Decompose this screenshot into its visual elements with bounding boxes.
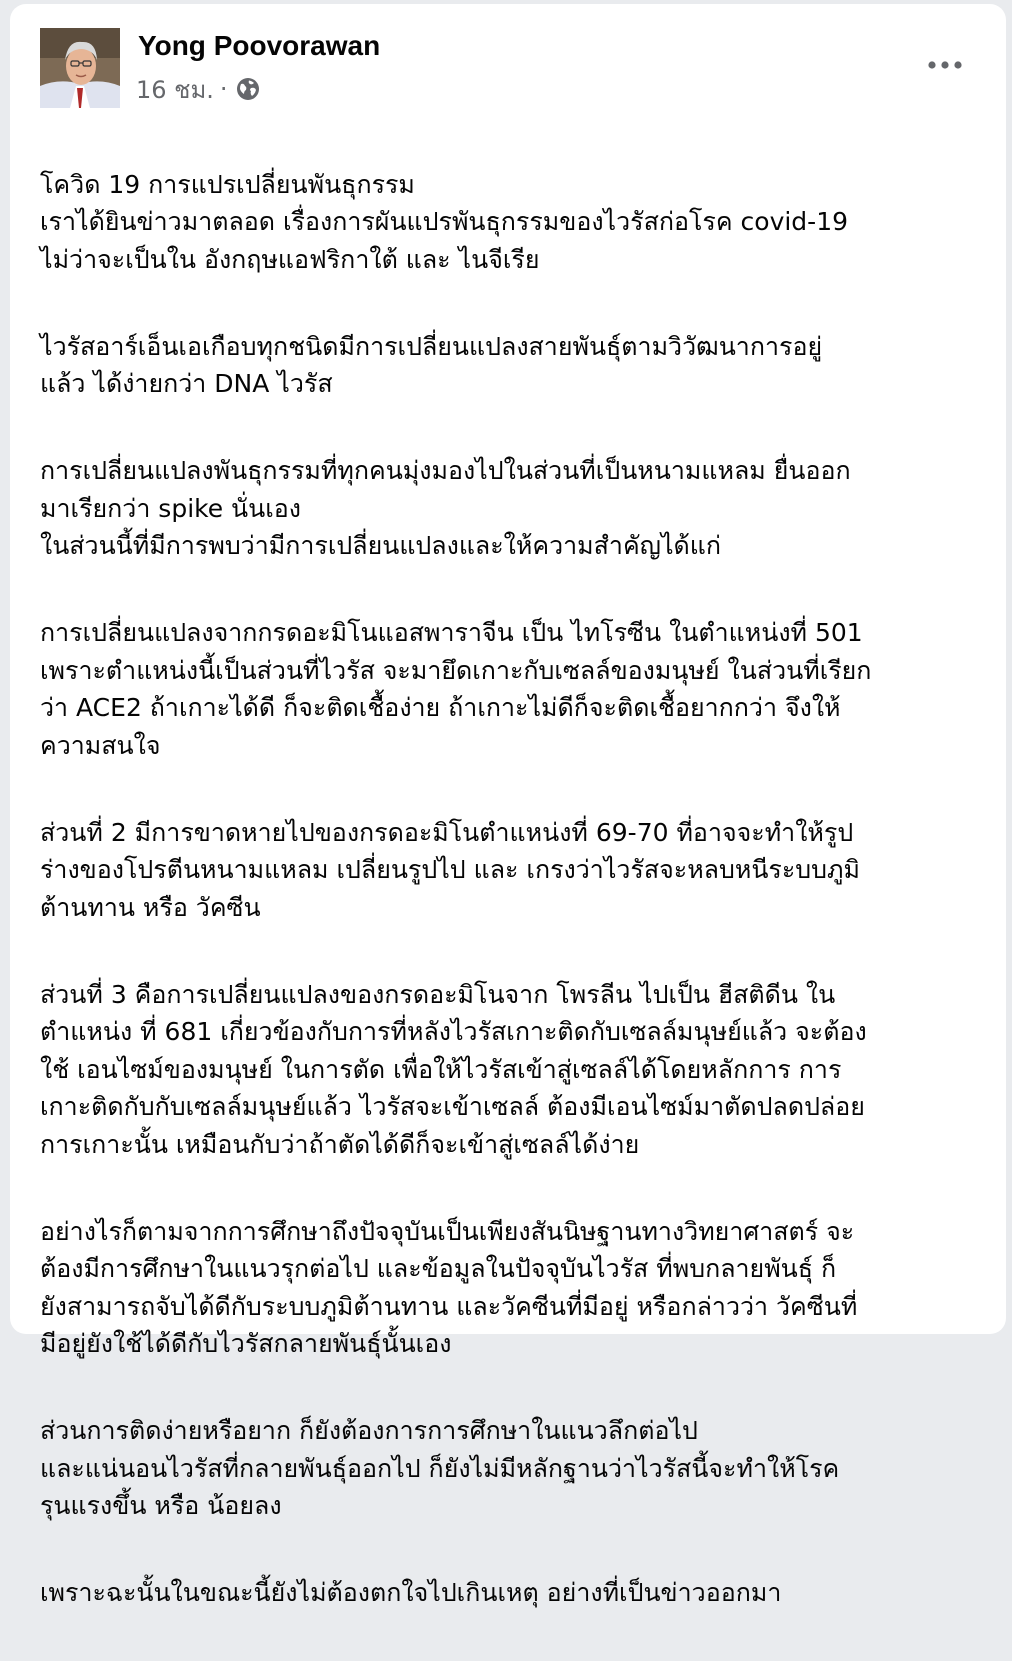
more-horizontal-icon — [928, 61, 962, 69]
post-paragraph: การเปลี่ยนแปลงจากกรดอะมิโนแอสพาราจีน เป็น ไทโรซีน ในตำแหน่งที่ 501 เพราะตำแหน่งนี้เป็นส่วนที่ไวรัส จะมายึดเกาะกับเซลล์ของมนุษย์ ในส่วนที่เรียก ว่า ACE2 ถ้าเกาะได้ดี ก็จะติดเชื้อง่าย ถ้าเกาะไม่ดีก็จะติดเชื้อยากกว่า จึงให้ ความสนใจ — [40, 618, 872, 760]
post-paragraph: ไวรัสอาร์เอ็นเอเกือบทุกชนิดมีการเปลี่ยนแปลงสายพันธุ์ตามวิวัฒนาการอยู่ แล้ว ได้ง่ายกว่า DNA ไวรัส — [40, 331, 823, 398]
post-paragraph: เพราะฉะนั้นในขณะนี้ยังไม่ต้องตกใจไปเกินเหตุ อย่างที่เป็นข่าวออกมา — [40, 1578, 782, 1607]
post-paragraph: ส่วนการติดง่ายหรือยาก ก็ยังต้องการการศึกษาในแนวลึกต่อไป และแน่นอนไวรัสที่กลายพันธุ์ออกไป ก็ยังไม่มีหลักฐานว่าไวรัสนี้จะทำให้โรค รุนแรงขึ้น หรือ น้อยลง — [40, 1416, 840, 1520]
post-timestamp[interactable]: 16 ชม. — [136, 75, 214, 104]
post-paragraph: การเปลี่ยนแปลงพันธุกรรมที่ทุกคนมุ่งมองไปในส่วนที่เป็นหนามแหลม ยื่นออก มาเรียกว่า spike นั่นเอง ในส่วนนี้ที่มีการพบว่ามีการเปลี่ยนแปลงและให้ความสำคัญได้แก่ — [40, 456, 851, 560]
avatar[interactable] — [40, 28, 120, 108]
more-options-button[interactable] — [920, 48, 970, 82]
post-paragraph: ส่วนที่ 2 มีการขาดหายไปของกรดอะมิโนตำแหน่งที่ 69-70 ที่อาจจะทำให้รูป ร่างของโปรตีนหนามแหลม เปลี่ยนรูปไป และ เกรงว่าไวรัสจะหลบหนีระบบภูมิ ต้านทาน หรือ วัคซีน — [40, 817, 860, 922]
post-paragraph: อย่างไรก็ตามจากการศึกษาถึงปัจจุบันเป็นเพียงสันนิษฐานทางวิทยาศาสตร์ จะ ต้องมีการศึกษาในแนวรุกต่อไป และข้อมูลในปัจจุบันไวรัส ที่พบกลายพันธุ์ ก็ ยังสามารถจับได้ดีกับระบบภูมิต้านทาน และวัคซีนที่มีอยู่ หรือกล่าวว่า วัคซีนที่ มีอยู่ยังใช้ได้ดีกับไวรัสกลายพันธุ์นั้นเอง — [40, 1216, 858, 1358]
post-meta — [136, 72, 260, 106]
globe-icon[interactable] — [236, 77, 260, 101]
meta-separator: · — [219, 75, 228, 103]
author-name[interactable]: Yong Poovorawan — [138, 30, 381, 61]
post-card — [10, 4, 1006, 1607]
avatar-photo — [40, 28, 120, 108]
post-paragraph: โควิด 19 การแปรเปลี่ยนพันธุกรรม เราได้ยินข่าวมาตลอด เรื่องการผันแปรพันธุกรรมของไวรัสก่อโรค covid-19 ไม่ว่าจะเป็นใน อังกฤษแอฟริกาใต้ และ ไนจีเรีย — [40, 169, 849, 274]
post-paragraph: ส่วนที่ 3 คือการเปลี่ยนแปลงของกรดอะมิโนจาก โพรลีน ไปเป็น ฮีสติดีน ใน ตำแหน่ง ที่ 681 เกี่ยวข้องกับการที่หลังไวรัสเกาะติดกับเซลล์มนุษย์แล้ว จะต้อง ใช้ เอนไซม์ของมนุษย์ ในการตัด เพื่อให้ไวรัสเข้าสู่เซลล์ได้โดยหลักการ การ เกาะติดกับกับเซลล์มนุษย์แล้ว ไวรัสจะเข้าเซลล์ ต้องมีเอนไซม์มาตัดปลดปล่อย การเกาะนั้น เหมือนกับว่าถ้าตัดได้ดีก็จะเข้าสู่เซลล์ได้ง่าย — [40, 979, 867, 1159]
post-text — [40, 128, 985, 1661]
